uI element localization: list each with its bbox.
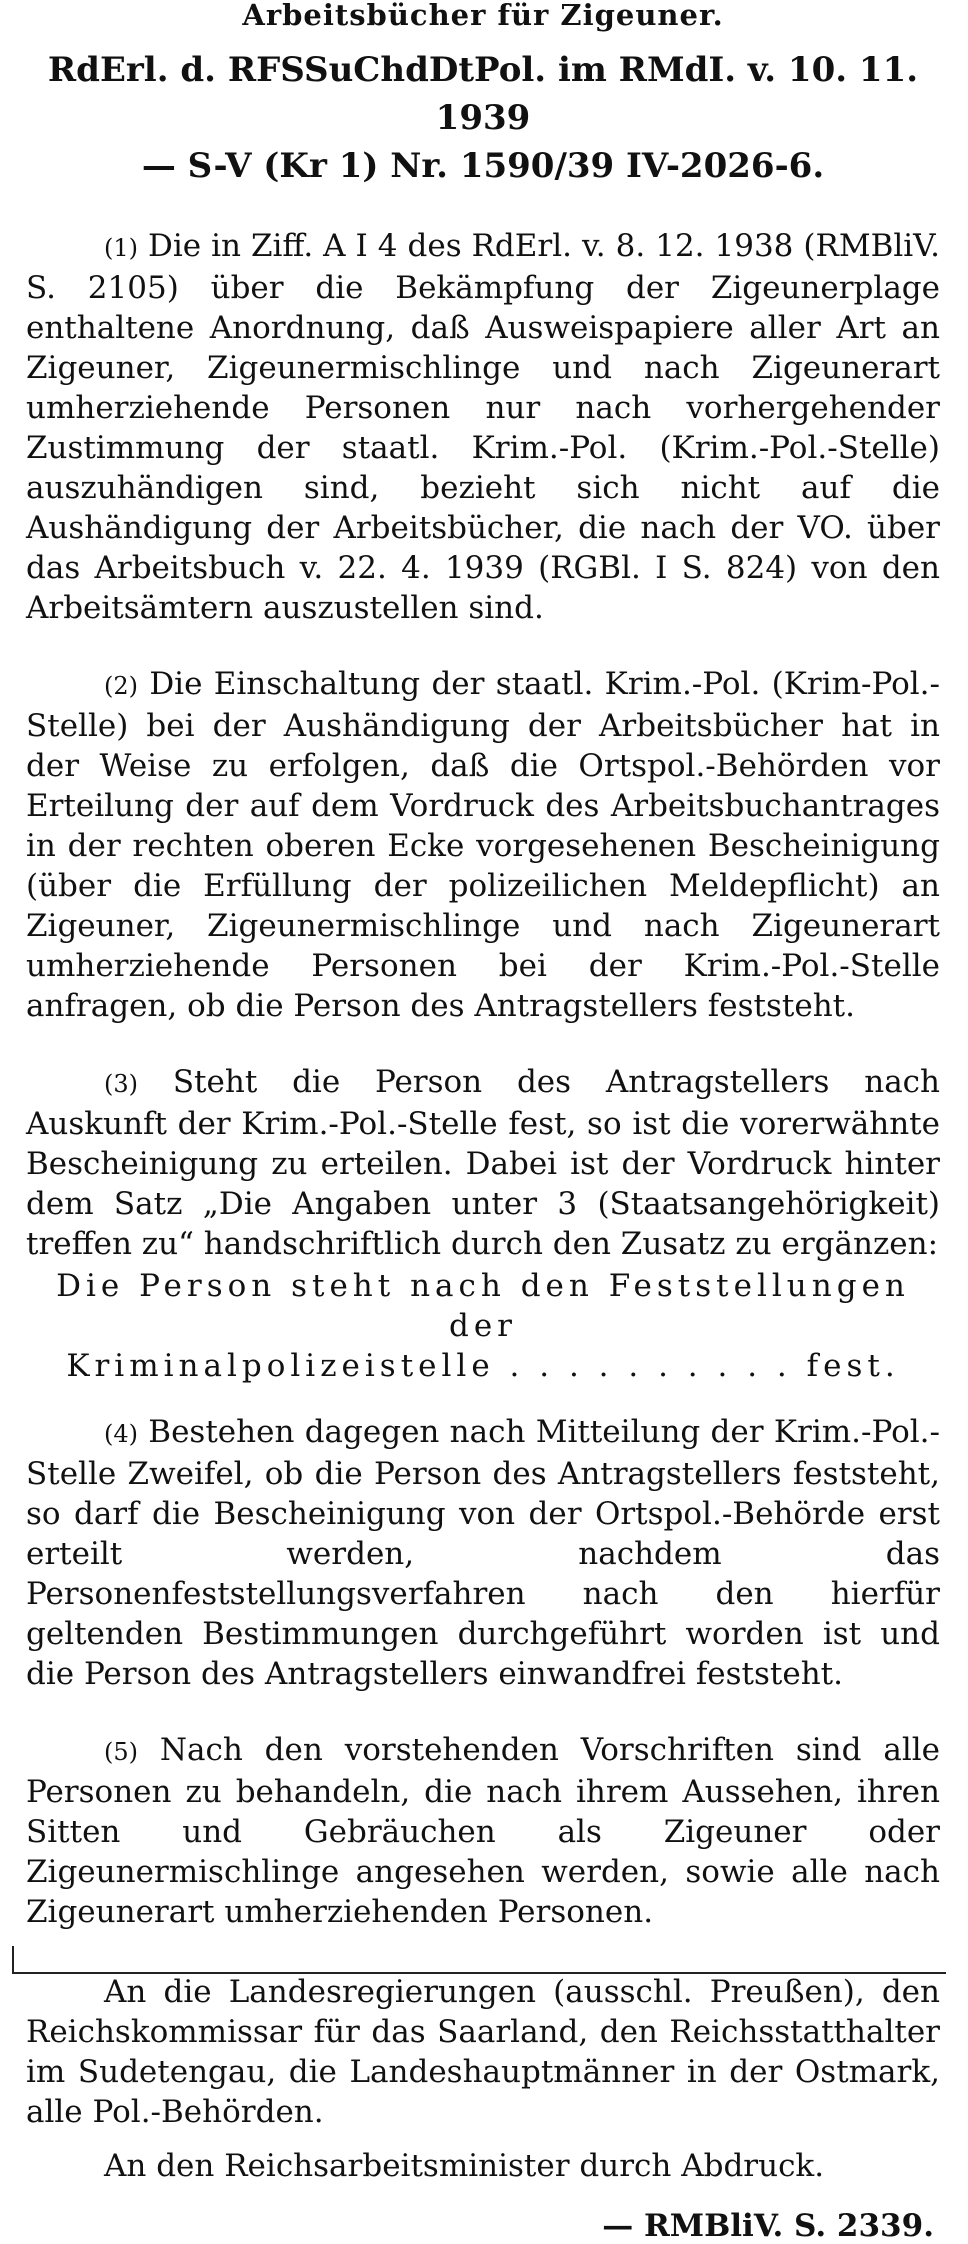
document-title: Arbeitsbücher für Zigeuner. <box>242 0 724 32</box>
decree-reference-line-1: RdErl. d. RFSSuChdDtPol. im RMdI. v. 10. 11. 1939 <box>47 50 919 138</box>
bottom-rule <box>12 1972 946 1974</box>
paragraph-4-text: Bestehen dagegen nach Mitteilung der Krim.-Pol.-Stelle Zweifel, ob die Person des Antragstellers feststeht, so darf die Bescheinigung von der Ortspol.-Behörde erst erteilt werden, nachdem das Personenfeststellungsverfahren nach den hierfür geltenden Bestimmungen durchgeführt worden ist und die Person des Antragstellers einwandfrei feststeht. <box>26 1414 940 1692</box>
paragraph-1-text: Die in Ziff. A I 4 des RdErl. v. 8. 12. 1938 (RMBliV. S. 2105) über die Bekämpfung der Zigeunerplage enthaltene Anordnung, daß Ausweispapiere aller Art an Zigeuner, Zigeunermischlinge und nach Zigeunerart umherziehende Personen nur nach vorhergehender Zustimmung der staatl. Krim.-Pol. (Krim.-Pol.-Stelle) auszuhändigen sind, bezieht sich nicht auf die Aushändigung der Arbeitsbücher, die nach der VO. über das Arbeitsbuch v. 22. 4. 1939 (RGBl. I S. 824) von den Arbeitsämtern auszustellen sind. <box>26 228 940 626</box>
endorsement-formula-line-1: Die Person steht nach den Feststellungen der <box>56 1268 910 1344</box>
paragraph-3-number: (3) <box>104 1070 138 1098</box>
paragraph-3-text: Steht die Person des Antragstellers nach Auskunft der Krim.-Pol.-Stelle fest, so ist die vorerwähnte Bescheinigung zu erteilen. Dabei ist der Vordruck hinter dem Satz „Die Angaben unter 3 (Staatsangehörigkeit) treffen zu“ handschriftlich durch den Zusatz zu ergänzen: <box>26 1064 940 1262</box>
paragraph-4 <box>26 1412 940 1694</box>
paragraph-2-text: Die Einschaltung der staatl. Krim.-Pol. (Krim-Pol.-Stelle) bei der Aushändigung der Arbeitsbücher hat in der Weise zu erfolgen, daß die Ortspol.-Behörden vor Erteilung der auf dem Vordruck des Arbeitsbuchantrages in der rechten oberen Ecke vorgesehenen Bescheinigung (über die Erfüllung der polizeilichen Meldepflicht) an Zigeuner, Zigeunermischlinge und nach Zigeunerart umherziehende Personen bei der Krim.-Pol.-Stelle anfragen, ob die Person des Antragstellers feststeht. <box>26 666 940 1024</box>
paragraph-5 <box>26 1730 940 1932</box>
copy-note: An den Reichsarbeitsminister durch Abdruck. <box>104 2148 825 2184</box>
paragraph-2 <box>26 664 940 1026</box>
endorsement-formula <box>26 1266 940 1386</box>
paragraph-1 <box>26 226 940 628</box>
recipients-note: An die Landesregierungen (ausschl. Preußen), den Reichskommissar für das Saarland, den Reichsstatthalter im Sudetengau, die Landeshauptmänner in der Ostmark, alle Pol.-Behörden. <box>26 1974 940 2130</box>
paragraph-3 <box>26 1062 940 1264</box>
paragraph-2-number: (2) <box>104 672 138 700</box>
paragraph-5-text: Nach den vorstehenden Vorschriften sind alle Personen zu behandeln, die nach ihrem Aussehen, ihren Sitten und Gebräuchen als Zigeuner oder Zigeunermischlinge angesehen werden, sowie alle nach Zigeunerart umherziehenden Personen. <box>26 1732 940 1930</box>
paragraph-1-number: (1) <box>104 234 138 262</box>
decree-reference <box>26 46 940 190</box>
paragraph-4-number: (4) <box>104 1420 138 1448</box>
bottom-left-margin-line <box>12 1946 14 1974</box>
paragraph-5-number: (5) <box>104 1738 138 1766</box>
source-citation: — RMBliV. S. 2339. <box>602 2208 934 2244</box>
decree-reference-line-2: — S-V (Kr 1) Nr. 1590/39 IV-2026-6. <box>141 146 825 186</box>
endorsement-formula-line-2: Kriminalpolizeistelle . . . . . . . . . . fest. <box>66 1348 900 1384</box>
